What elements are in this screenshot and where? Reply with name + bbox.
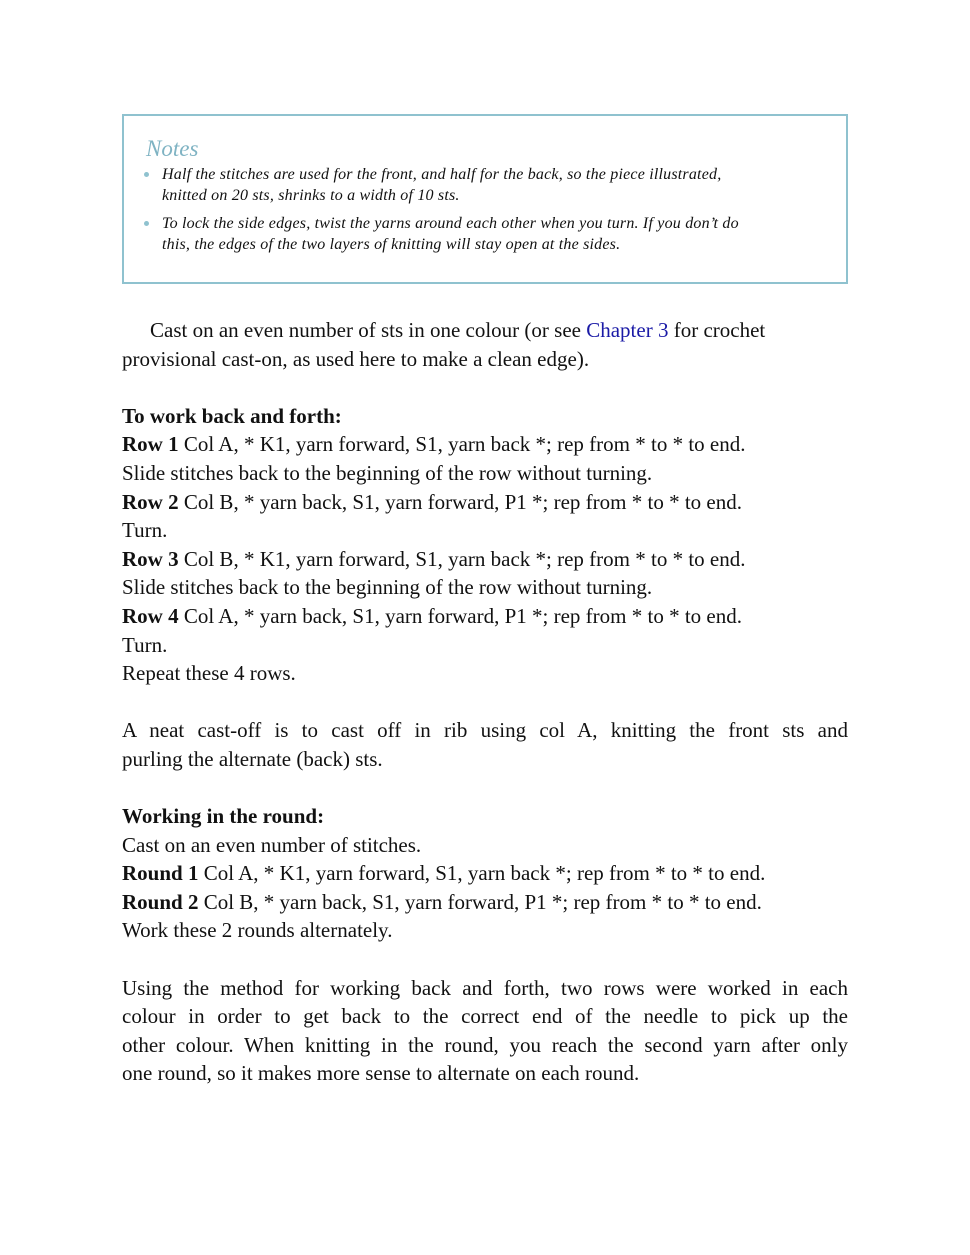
row-4: Row 4 Col A, * yarn back, S1, yarn forward, P1 *; rep from * to * to end. xyxy=(122,603,742,628)
row-2-cont: Turn. xyxy=(122,518,168,543)
intro-line: provisional cast-on, as used here to make a clean edge). xyxy=(122,346,590,371)
intro-line: Cast on an even number of sts in one colour (or see Chapter 3 for crochet xyxy=(150,318,766,342)
row-3-cont: Slide stitches back to the beginning of the row without turning. xyxy=(122,575,653,600)
bullet-icon xyxy=(144,221,149,226)
round-intro: Cast on an even number of stitches. xyxy=(122,832,422,857)
castoff-text: A neat cast-off is to cast off in rib using col A, knitting the front sts and xyxy=(122,718,848,743)
row-4-cont: Turn. xyxy=(122,632,168,657)
repeat-text: Repeat these 4 rows. xyxy=(122,661,296,686)
closing-text: one round, so it makes more sense to alternate on each round. xyxy=(122,1061,640,1086)
notes-title: Notes xyxy=(146,136,199,161)
round-outro: Work these 2 rounds alternately. xyxy=(122,918,393,943)
note-text: knitted on 20 sts, shrinks to a width of 10 sts. xyxy=(162,187,460,204)
castoff-text: purling the alternate (back) sts. xyxy=(122,746,383,771)
note-item xyxy=(142,164,832,206)
row-3: Row 3 Col B, * K1, yarn forward, S1, yarn back *; rep from * to * to end. xyxy=(122,546,746,571)
note-text: To lock the side edges, twist the yarns around each other when you turn. If you don’t do xyxy=(162,215,739,232)
bullet-icon xyxy=(144,172,149,177)
row-1: Row 1 Col A, * K1, yarn forward, S1, yarn back *; rep from * to * to end. xyxy=(122,432,746,457)
note-text: Half the stitches are used for the front, and half for the back, so the piece illustrated, xyxy=(162,166,722,183)
round-1: Round 1 Col A, * K1, yarn forward, S1, yarn back *; rep from * to * to end. xyxy=(122,861,766,886)
section-heading: Working in the round: xyxy=(122,804,325,829)
notes-list xyxy=(142,164,832,262)
closing-text: Using the method for working back and forth, two rows were worked in each xyxy=(122,975,848,1000)
section-heading: To work back and forth: xyxy=(122,403,342,428)
row-2: Row 2 Col B, * yarn back, S1, yarn forward, P1 *; rep from * to * to end. xyxy=(122,489,742,514)
note-text: this, the edges of the two layers of knitting will stay open at the sides. xyxy=(162,236,621,253)
closing-text: other colour. When knitting in the round, you reach the second yarn after only xyxy=(122,1032,848,1057)
closing-text: colour in order to get back to the correct end of the needle to pick up the xyxy=(122,1004,848,1029)
round-2: Round 2 Col B, * yarn back, S1, yarn forward, P1 *; rep from * to * to end. xyxy=(122,889,762,914)
notes-box xyxy=(122,114,848,284)
chapter-3-link[interactable]: Chapter 3 xyxy=(586,318,669,342)
row-1-cont: Slide stitches back to the beginning of the row without turning. xyxy=(122,460,653,485)
note-item xyxy=(142,213,832,255)
body-text xyxy=(122,316,848,1088)
